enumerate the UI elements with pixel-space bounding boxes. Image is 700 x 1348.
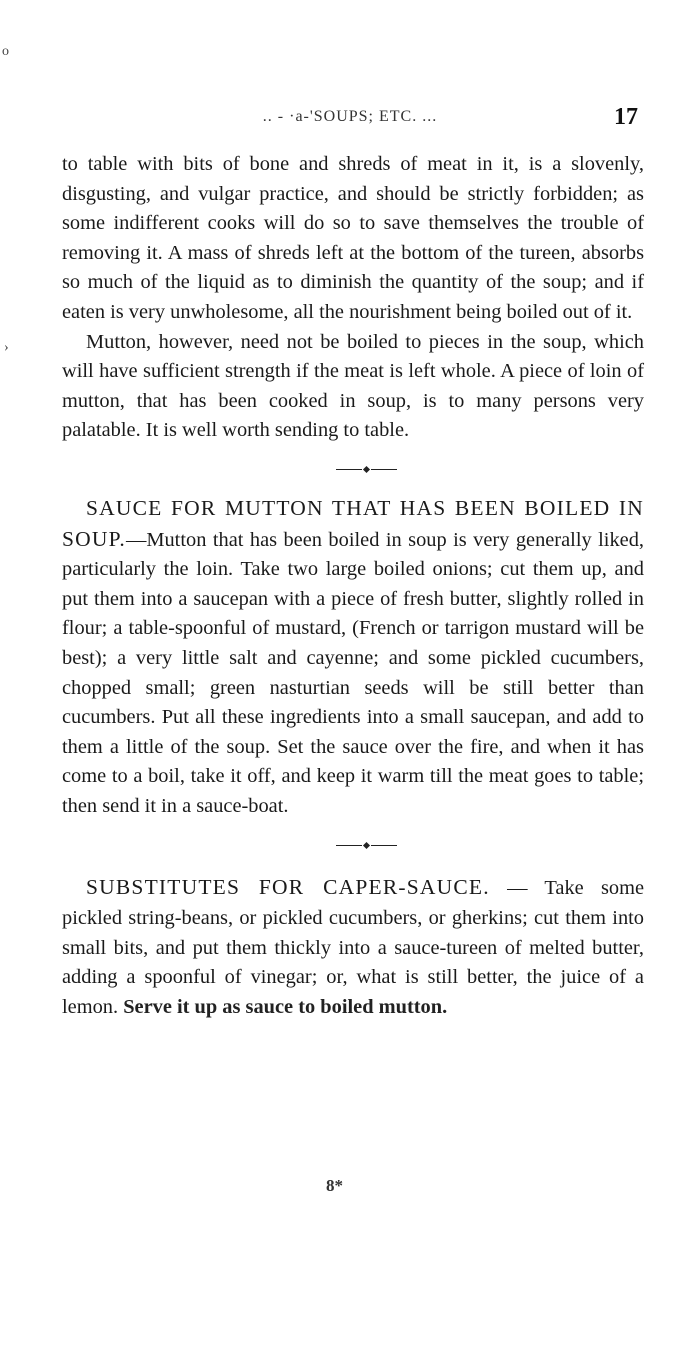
recipe-body: —Mutton that has been boiled in soup is very generally liked, particularly the loin. Take two large boiled onions; cut them up, and put them into a saucepan with a piece of fresh butter, slightly rolled in flour; a table-spoonful of mustard, (French or tarrigon mustard will be best); a very little salt and cayenne; and some pickled cucumbers, chopped small; green nasturtian seeds will be still better than cucumbers. Put all these ingredients into a small saucepan, and add to them a little of the soup. Set the sauce over the fire, and when it has come to a boil, take it off, and keep it warm till the meat goes to table; then send it in a sauce-boat. (62, 528, 644, 817)
recipe-substitutes-for-caper-sauce (62, 873, 644, 1022)
margin-speck: o (2, 44, 9, 59)
recipe-body: — Take some pickled string-beans, or pickled cucumbers, or gherkins; cut them into small bits, and put them thickly into a sauce-tureen of melted butter, adding a spoonful of vinegar; or, what is still better, the juice of a lemon. (62, 877, 644, 1018)
running-head (0, 104, 700, 134)
margin-speck: › (4, 340, 9, 355)
running-title: .. - ·a-'SOUPS; ETC. ... (262, 108, 438, 125)
recipe-heading: SUBSTITUTES FOR CAPER-SAUCE. (86, 875, 490, 900)
body-text (62, 150, 644, 1022)
paragraph: to table with bits of bone and shreds of meat in it, is a slovenly, disgusting, and vulgar practice, and should be strictly forbidden; as some indifferent cooks will do so to save themselves the trouble of removing it. A mass of shreds left at the bottom of the tureen, absorbs so much of the liquid as to diminish the quantity of the soup; and if eaten is very unwholesome, all the nourishment being boiled out of it. (62, 153, 644, 323)
section-divider (62, 821, 644, 869)
recipe-sauce-for-mutton (62, 494, 644, 822)
recipe-last-line: Serve it up as sauce to boiled mutton. (123, 995, 448, 1018)
signature-mark: 8* (326, 1176, 343, 1195)
page-number: 17 (614, 104, 638, 130)
recipe-heading: SAUCE FOR MUTTON THAT HAS BEEN BOILED IN SOUP. (62, 495, 644, 551)
section-divider (62, 446, 644, 494)
paragraph: Mutton, however, need not be boiled to pieces in the soup, which will have sufficient strength if the meat is left whole. A piece of loin of mutton, that has been cooked in soup, is to many persons very palatable. It is well worth sending to table. (62, 330, 644, 442)
